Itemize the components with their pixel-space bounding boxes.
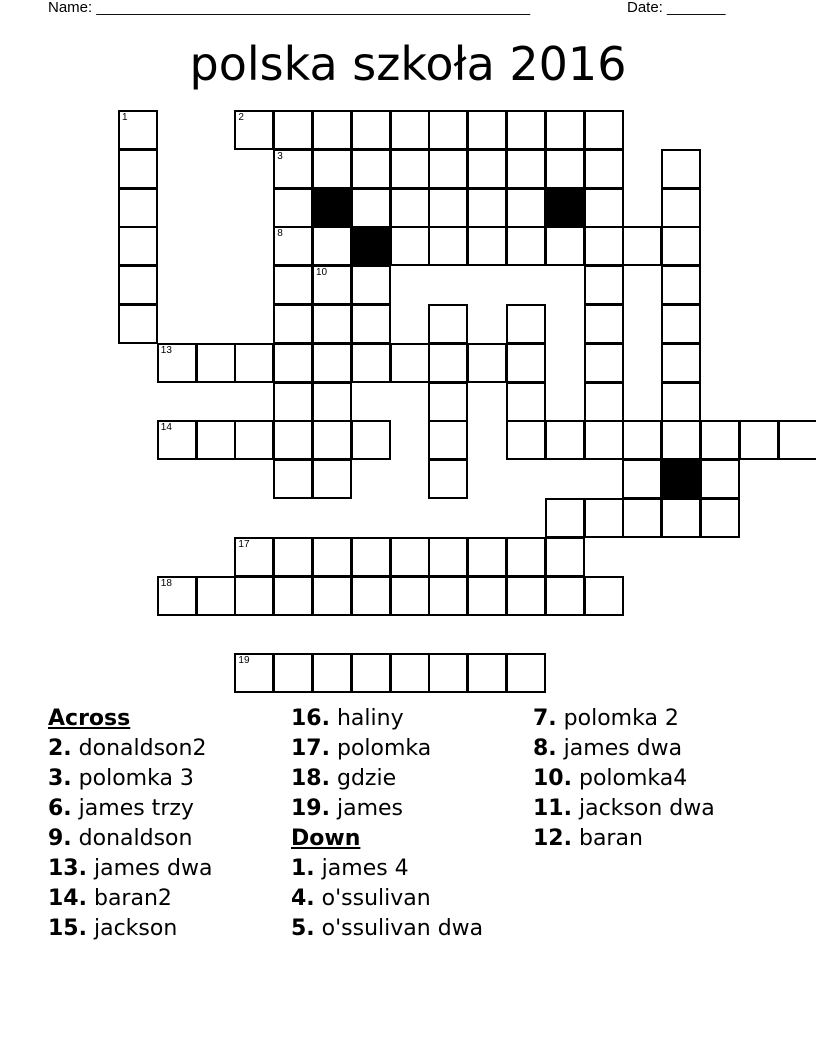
clue-item (48, 884, 212, 914)
grid-cell[interactable] (506, 304, 546, 344)
clue-item (48, 824, 212, 854)
grid-cell[interactable] (506, 653, 546, 693)
grid-cell[interactable] (467, 149, 507, 189)
clue-number: 6 (316, 189, 322, 201)
grid-cell[interactable] (584, 576, 624, 616)
grid-cell[interactable] (312, 226, 352, 266)
grid-cell[interactable] (661, 420, 701, 460)
clue-item-text: jackson dwa (578, 796, 715, 821)
grid-cell[interactable] (390, 343, 430, 383)
grid-cell[interactable] (312, 576, 352, 616)
clue-item-number: 17. (291, 736, 330, 761)
clue-number: 2 (238, 112, 244, 123)
clue-item-text: polomka4 (578, 766, 688, 791)
clue-item-text: o'ssulivan (321, 886, 431, 911)
grid-cell[interactable] (584, 498, 624, 538)
grid-cell[interactable] (428, 343, 468, 383)
grid-cell[interactable] (467, 188, 507, 228)
grid-cell[interactable] (157, 576, 197, 616)
clue-item (533, 734, 715, 764)
grid-cell[interactable] (622, 420, 662, 460)
grid-cell[interactable] (273, 188, 313, 228)
grid-cell[interactable] (428, 226, 468, 266)
grid-cell[interactable] (661, 498, 701, 538)
grid-cell[interactable] (234, 576, 274, 616)
grid-cell[interactable] (428, 537, 468, 577)
grid-cell[interactable] (351, 149, 391, 189)
clue-item-text: james (336, 796, 404, 821)
clue-number: 13 (160, 344, 172, 356)
clue-item-number: 15. (48, 916, 87, 941)
clue-column-2 (291, 704, 483, 944)
grid-cell[interactable] (584, 420, 624, 460)
clue-item (291, 704, 483, 734)
clue-item (291, 764, 483, 794)
grid-cell[interactable] (234, 343, 274, 383)
grid-cell[interactable] (584, 343, 624, 383)
clue-item-number: 7. (533, 706, 557, 731)
grid-cell[interactable] (390, 576, 430, 616)
grid-cell[interactable] (273, 420, 313, 460)
grid-cell[interactable] (778, 420, 816, 460)
grid-cell[interactable] (428, 653, 468, 693)
grid-cell[interactable] (312, 110, 352, 150)
clue-item-text: baran2 (93, 886, 172, 911)
grid-cell[interactable] (661, 226, 701, 266)
grid-cell[interactable] (506, 226, 546, 266)
grid-cell[interactable] (273, 382, 313, 422)
grid-cell[interactable] (196, 420, 236, 460)
clue-item-number: 6. (48, 796, 72, 821)
clue-number: 9 (354, 228, 361, 240)
clue-number: 1 (122, 112, 128, 123)
grid-cell[interactable] (584, 149, 624, 189)
clue-item (48, 734, 212, 764)
black-cell (351, 226, 391, 266)
grid-cell[interactable] (157, 420, 197, 460)
grid-cell[interactable] (545, 420, 585, 460)
clue-item-text: polomka 2 (563, 706, 679, 731)
grid-cell[interactable] (118, 110, 158, 150)
grid-cell[interactable] (312, 459, 352, 499)
grid-cell[interactable] (351, 343, 391, 383)
clue-item-text: james 4 (321, 856, 409, 881)
clue-item-text: james dwa (563, 736, 683, 761)
clue-item (48, 914, 212, 944)
grid-cell[interactable] (273, 304, 313, 344)
clue-column-1 (48, 704, 212, 944)
grid-cell[interactable] (351, 110, 391, 150)
black-cell (661, 459, 701, 499)
clue-item-number: 19. (291, 796, 330, 821)
clue-item (533, 704, 715, 734)
page-title: polska szkoła 2016 (189, 37, 627, 91)
grid-cell[interactable] (312, 149, 352, 189)
clue-item-number: 4. (291, 886, 315, 911)
clue-number: 10 (316, 267, 328, 279)
clue-item (533, 794, 715, 824)
section-heading: Down (291, 826, 361, 851)
clue-item-text: haliny (336, 706, 404, 731)
clue-number: 19 (238, 655, 250, 667)
grid-cell[interactable] (312, 382, 352, 422)
grid-cell[interactable] (273, 459, 313, 499)
clue-item-text: polomka (336, 736, 432, 761)
grid-cell[interactable] (118, 188, 158, 228)
grid-cell[interactable] (622, 498, 662, 538)
clue-number: 3 (277, 150, 283, 162)
clue-item-text: james trzy (78, 796, 194, 821)
grid-cell[interactable] (545, 226, 585, 266)
grid-cell[interactable] (351, 265, 391, 305)
grid-cell[interactable] (700, 459, 740, 499)
grid-cell[interactable] (584, 110, 624, 150)
clue-item (533, 824, 715, 854)
clue-item-text: o'ssulivan dwa (321, 916, 484, 941)
grid-cell[interactable] (390, 110, 430, 150)
clue-item-text: donaldson2 (78, 736, 207, 761)
grid-cell[interactable] (545, 537, 585, 577)
clue-item-number: 9. (48, 826, 72, 851)
clue-item (48, 764, 212, 794)
black-cell (312, 188, 352, 228)
grid-cell[interactable] (273, 110, 313, 150)
name-field-label[interactable]: Name: ____________________________________________________ (48, 0, 531, 16)
grid-cell[interactable] (351, 304, 391, 344)
grid-cell[interactable] (506, 343, 546, 383)
grid-cell[interactable] (312, 653, 352, 693)
clue-number: 17 (238, 538, 250, 550)
grid-cell[interactable] (118, 226, 158, 266)
grid-cell[interactable] (273, 653, 313, 693)
grid-cell[interactable] (506, 382, 546, 422)
grid-cell[interactable] (312, 343, 352, 383)
clue-item-number: 13. (48, 856, 87, 881)
grid-cell[interactable] (545, 498, 585, 538)
grid-cell[interactable] (312, 304, 352, 344)
grid-cell[interactable] (506, 576, 546, 616)
clue-item (291, 854, 483, 884)
grid-cell[interactable] (739, 420, 779, 460)
clue-item-number: 2. (48, 736, 72, 761)
grid-cell[interactable] (273, 343, 313, 383)
grid-cell[interactable] (584, 226, 624, 266)
grid-cell[interactable] (118, 265, 158, 305)
grid-cell[interactable] (273, 576, 313, 616)
grid-cell[interactable] (351, 537, 391, 577)
grid-cell[interactable] (312, 265, 352, 305)
grid-cell[interactable] (196, 343, 236, 383)
date-field-label[interactable]: Date: _______ (627, 0, 726, 16)
grid-cell[interactable] (234, 420, 274, 460)
grid-cell[interactable] (428, 382, 468, 422)
grid-cell[interactable] (506, 188, 546, 228)
grid-cell[interactable] (351, 576, 391, 616)
grid-cell[interactable] (506, 537, 546, 577)
grid-cell[interactable] (351, 420, 391, 460)
clue-item-text: baran (578, 826, 643, 851)
grid-cell[interactable] (428, 149, 468, 189)
clue-item-number: 5. (291, 916, 315, 941)
grid-cell[interactable] (312, 537, 352, 577)
grid-cell[interactable] (661, 188, 701, 228)
grid-cell[interactable] (196, 576, 236, 616)
grid-cell[interactable] (467, 226, 507, 266)
grid-cell[interactable] (428, 420, 468, 460)
grid-cell[interactable] (700, 498, 740, 538)
clue-item (48, 854, 212, 884)
clue-item (48, 794, 212, 824)
clue-number: 14 (160, 422, 172, 434)
clue-number: 7 (548, 189, 555, 201)
black-cell (545, 188, 585, 228)
section-heading: Across (48, 706, 131, 731)
grid-cell[interactable] (390, 653, 430, 693)
clue-item-number: 12. (533, 826, 572, 851)
grid-cell[interactable] (428, 110, 468, 150)
grid-cell[interactable] (622, 226, 662, 266)
grid-cell[interactable] (390, 537, 430, 577)
grid-cell[interactable] (584, 382, 624, 422)
clue-item (291, 734, 483, 764)
grid-cell[interactable] (428, 304, 468, 344)
grid-cell[interactable] (351, 188, 391, 228)
grid-cell[interactable] (273, 537, 313, 577)
grid-cell[interactable] (234, 653, 274, 693)
grid-cell[interactable] (622, 459, 662, 499)
grid-cell[interactable] (390, 188, 430, 228)
grid-cell[interactable] (545, 149, 585, 189)
grid-cell[interactable] (661, 343, 701, 383)
clue-item-number: 10. (533, 766, 572, 791)
grid-cell[interactable] (428, 188, 468, 228)
grid-cell[interactable] (661, 265, 701, 305)
grid-cell[interactable] (545, 576, 585, 616)
grid-cell[interactable] (467, 576, 507, 616)
grid-cell[interactable] (312, 420, 352, 460)
grid-cell[interactable] (118, 149, 158, 189)
grid-cell[interactable] (273, 265, 313, 305)
grid-cell[interactable] (584, 265, 624, 305)
clue-item (291, 794, 483, 824)
grid-cell[interactable] (390, 149, 430, 189)
clue-item-text: gdzie (336, 766, 397, 791)
clue-item-text: jackson (93, 916, 178, 941)
clue-item (291, 884, 483, 914)
grid-cell[interactable] (273, 226, 313, 266)
grid-cell[interactable] (467, 537, 507, 577)
grid-cell[interactable] (118, 304, 158, 344)
clue-item-number: 1. (291, 856, 315, 881)
grid-cell[interactable] (351, 653, 391, 693)
grid-cell[interactable] (467, 110, 507, 150)
grid-cell[interactable] (390, 226, 430, 266)
clue-item-number: 18. (291, 766, 330, 791)
clue-item-number: 16. (291, 706, 330, 731)
grid-cell[interactable] (661, 149, 701, 189)
clue-item (533, 764, 715, 794)
grid-cell[interactable] (234, 110, 274, 150)
grid-cell[interactable] (506, 420, 546, 460)
clue-item-number: 8. (533, 736, 557, 761)
grid-cell[interactable] (584, 304, 624, 344)
grid-cell[interactable] (467, 653, 507, 693)
grid-cell[interactable] (234, 537, 274, 577)
clue-column-3 (533, 704, 715, 854)
clue-item-number: 11. (533, 796, 572, 821)
grid-cell[interactable] (467, 343, 507, 383)
grid-cell[interactable] (273, 149, 313, 189)
grid-cell[interactable] (506, 110, 546, 150)
clue-item-number: 3. (48, 766, 72, 791)
grid-cell[interactable] (661, 382, 701, 422)
grid-cell[interactable] (428, 459, 468, 499)
clue-item-text: james dwa (93, 856, 213, 881)
clue-item (291, 914, 483, 944)
grid-cell[interactable] (428, 576, 468, 616)
grid-cell[interactable] (584, 188, 624, 228)
clue-number: 18 (160, 577, 172, 589)
clue-item-number: 14. (48, 886, 87, 911)
grid-cell[interactable] (506, 149, 546, 189)
clue-item-text: polomka 3 (78, 766, 194, 791)
grid-cell[interactable] (700, 420, 740, 460)
clue-item-text: donaldson (78, 826, 193, 851)
grid-cell[interactable] (545, 110, 585, 150)
grid-cell[interactable] (157, 343, 197, 383)
clue-number: 8 (277, 228, 283, 240)
grid-cell[interactable] (661, 304, 701, 344)
